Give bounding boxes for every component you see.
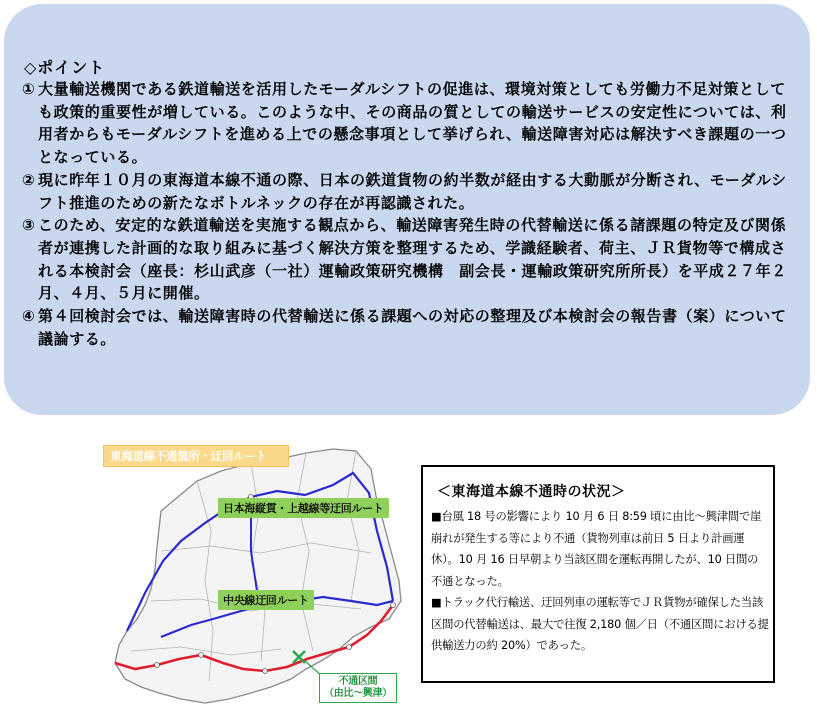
point-heading: ◇ポイント	[24, 58, 106, 77]
point-list	[22, 78, 792, 350]
status-paragraph-1: ■台風 18 号の影響により 10 月 6 日 8:59 頃に由比～興津間で崖崩れが発生する等により不通（貨物列車は前日 5 日より計画運休）。10 月 16 日早朝より当該区間を運転再開したが、10 日間の不通となった。	[431, 510, 762, 588]
tokaido-status-box	[421, 465, 775, 683]
route-label-sea-side: 日本海縦貫・上越線等迂回ルート	[218, 498, 389, 518]
disruption-section-label	[319, 673, 397, 703]
detour-route-map	[101, 441, 409, 705]
point-number: ③	[22, 216, 36, 235]
point-text: このため、安定的な鉄道輸送を実施する観点から、輸送障害発生時の代替輸送に係る諸課題の特定及び関係者が連携した計画的な取り組みに基づく解決方策を整理するため、学識経験者、荷主、ＪＲ貨物等で構成される本検討会（座長：杉山武彦（一社）運輸政策研究機構 副会長・運輸政策研究所所長）を平成２７年２月、４月、５月に開催。	[38, 216, 787, 303]
point-text: 現に昨年１０月の東海道本線不通の際、日本の鉄道貨物の約半数が経由する大動脈が分断され、モーダルシフト推進のための新たなボトルネックの存在が再認識された。	[38, 170, 787, 212]
disruption-label-line1: 不通区間	[338, 676, 378, 687]
point-text: 第４回検討会では、輸送障害時の代替輸送に係る課題への対応の整理及び本検討会の報告書（案）について議論する。	[38, 307, 787, 348]
point-item-3	[22, 214, 792, 305]
point-number: ②	[22, 170, 36, 189]
point-text: 大量輸送機関である鉄道輸送を活用したモーダルシフトの促進は、環境対策としても労働力不足対策としても政策的重要性が増している。このような中、その商品の質としての輸送サービスの安定性については、利用者からもモーダルシフトを進める上での懸念事項として挙げられ、輸送障害対応は解決すべき課題の一つとなっている。	[38, 80, 787, 167]
point-number: ④	[22, 307, 36, 326]
status-paragraph-2: ■トラック代行輸送、迂回列車の運転等でＪＲ貨物が確保した当該区間の代替輸送は、最大で往復 2,180 個／日（不通区間における提供輸送力の約 20%）であった。	[431, 596, 769, 652]
route-label-chuo: 中央線迂回ルート	[218, 590, 314, 610]
point-item-1	[22, 78, 792, 169]
japan-map-illustration	[101, 441, 409, 705]
status-body	[431, 506, 769, 657]
status-title: ＜東海道本線不通時の状況＞	[437, 484, 626, 500]
disruption-label-line2: （由比～興津）	[324, 688, 392, 699]
point-item-4	[22, 305, 792, 350]
point-item-2	[22, 169, 792, 214]
map-title-label: 東海道線不通箇所・迂回ルート	[103, 445, 289, 467]
point-number: ①	[22, 80, 36, 98]
